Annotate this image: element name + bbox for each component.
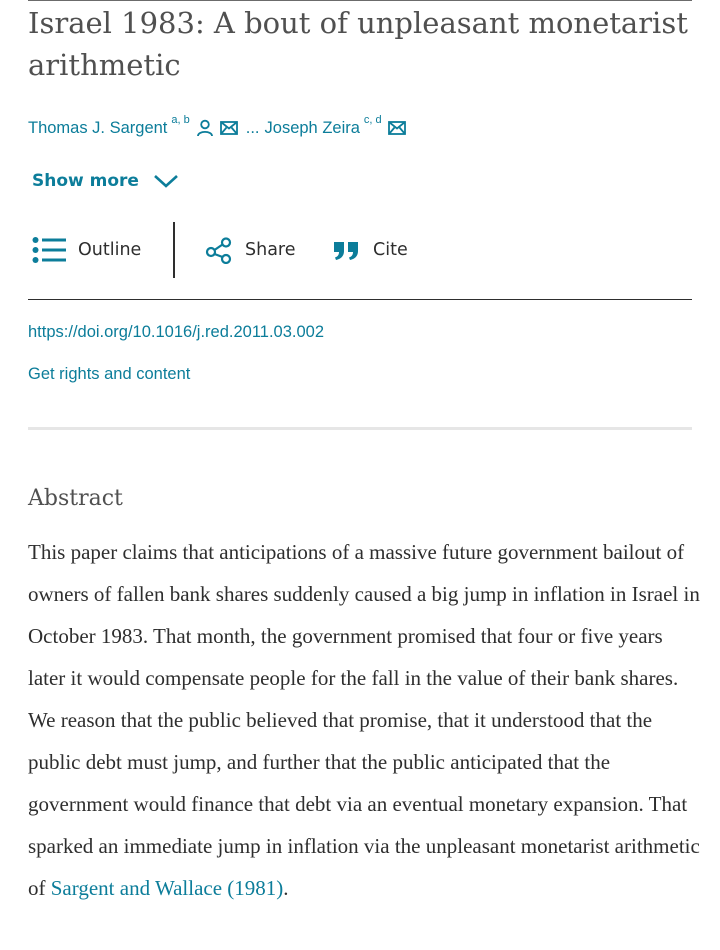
article-title: Israel 1983: A bout of unpleasant monetarist arithmetic	[28, 6, 688, 82]
share-label: Share	[245, 240, 296, 260]
citation-link[interactable]: Sargent and Wallace (1981)	[50, 876, 284, 900]
author-affiliation-zeira[interactable]: c, d	[363, 114, 382, 126]
envelope-icon[interactable]	[388, 121, 406, 135]
author-list	[28, 114, 406, 142]
toolbar-divider	[173, 222, 175, 278]
toolbar-bottom-rule	[28, 299, 692, 300]
share-icon	[205, 236, 233, 264]
abstract-heading: Abstract	[28, 486, 123, 511]
show-more-label: Show more	[32, 171, 139, 191]
envelope-icon[interactable]	[220, 121, 238, 135]
show-more-button[interactable]	[32, 166, 179, 196]
get-rights-link[interactable]: Get rights and content	[28, 365, 191, 383]
outline-label: Outline	[78, 240, 142, 260]
list-icon	[32, 237, 66, 263]
article-toolbar	[28, 222, 692, 278]
abstract-text: This paper claims that anticipations of a massive future government bailout of owners of fallen bank shares suddenly caused a big jump in inflation in Israel in October 1983. That month, the government promised that four or five years later it would compensate people for the fall in the value of their bank shares. We reason that the public believed that promise, that it understood that the public debt must jump, and further that the public anticipated that the government would finance that debt via an eventual monetary expansion. That sparked an immediate jump in inflation via the unpleasant monetarist arithmetic of	[28, 540, 700, 900]
person-icon[interactable]	[196, 119, 214, 137]
quote-icon	[333, 239, 361, 261]
cite-label: Cite	[373, 240, 408, 260]
doi-link[interactable]: https://doi.org/10.1016/j.red.2011.03.002	[28, 323, 325, 341]
section-divider	[28, 427, 692, 430]
cite-button[interactable]	[333, 222, 408, 278]
abstract-end: .	[283, 876, 289, 900]
author-link-sargent[interactable]: Thomas J. Sargent	[28, 118, 168, 137]
chevron-down-icon	[153, 173, 179, 189]
top-rule	[28, 0, 692, 1]
author-ellipsis: ...	[245, 118, 260, 137]
abstract-body	[28, 531, 700, 909]
author-affiliation-sargent[interactable]: a, b	[171, 114, 190, 126]
share-button[interactable]	[205, 222, 296, 278]
outline-button[interactable]	[32, 222, 141, 278]
author-link-zeira[interactable]: Joseph Zeira	[264, 118, 360, 137]
